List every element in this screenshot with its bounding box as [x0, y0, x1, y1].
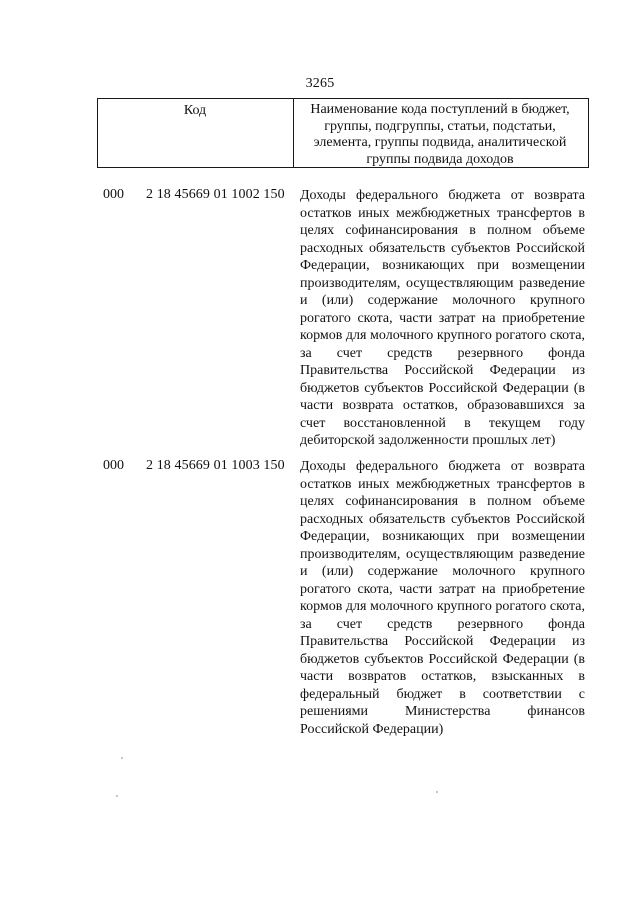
scan-speck — [436, 791, 438, 793]
income-description: Доходы федерального бюджета от возврата остатков иных межбюджетных трансфертов в целях софинансирования в полном объеме расходных обязательств субъектов Российской Федерации, возникающих при возмещении производителям, осуществляющим разведение и (или) содержание молочного крупного рогатого скота, части затрат на приобретение кормов для молочного крупного рогатого скота, за счет средств резервного фонда Правительства Российской Федерации из бюджетов субъектов Российской Федерации (в части возврата остатков, образовавшихся за счет восстановленной в текущем году дебиторской задолженности прошлых лет) — [300, 188, 585, 448]
page-number: 3265 — [305, 76, 335, 91]
column-divider — [293, 99, 294, 167]
scan-speck — [121, 757, 123, 759]
scan-speck — [116, 795, 118, 797]
table-border-right — [588, 99, 589, 167]
admin-code: 000 — [103, 458, 124, 473]
table-header — [97, 98, 589, 168]
admin-code: 000 — [103, 187, 124, 202]
income-description: Доходы федерального бюджета от возврата остатков иных межбюджетных трансфертов в целях софинансирования в полном объеме расходных обязательств субъектов Российской Федерации, возникающих при возмещении производителям, осуществляющим разведение и (или) содержание молочного крупного рогатого скота, части затрат на приобретение кормов для молочного крупного рогатого скота, за счет средств резервного фонда Правительства Российской Федерации из бюджетов субъектов Российской Федерации (в части возвратов остатков, взысканных в федеральный бюджет в соответствии с решениями Министерства финансов Российской Федерации) — [300, 459, 585, 737]
header-name-label: Наименование кода поступлений в бюджет, группы, подгруппы, статьи, подстатьи, элемента, группы подвида, аналитической группы подвида доходов — [310, 102, 570, 167]
header-code-label: Код — [183, 103, 207, 118]
classification-code: 2 18 45669 01 1002 150 — [146, 187, 285, 202]
classification-code: 2 18 45669 01 1003 150 — [146, 458, 285, 473]
